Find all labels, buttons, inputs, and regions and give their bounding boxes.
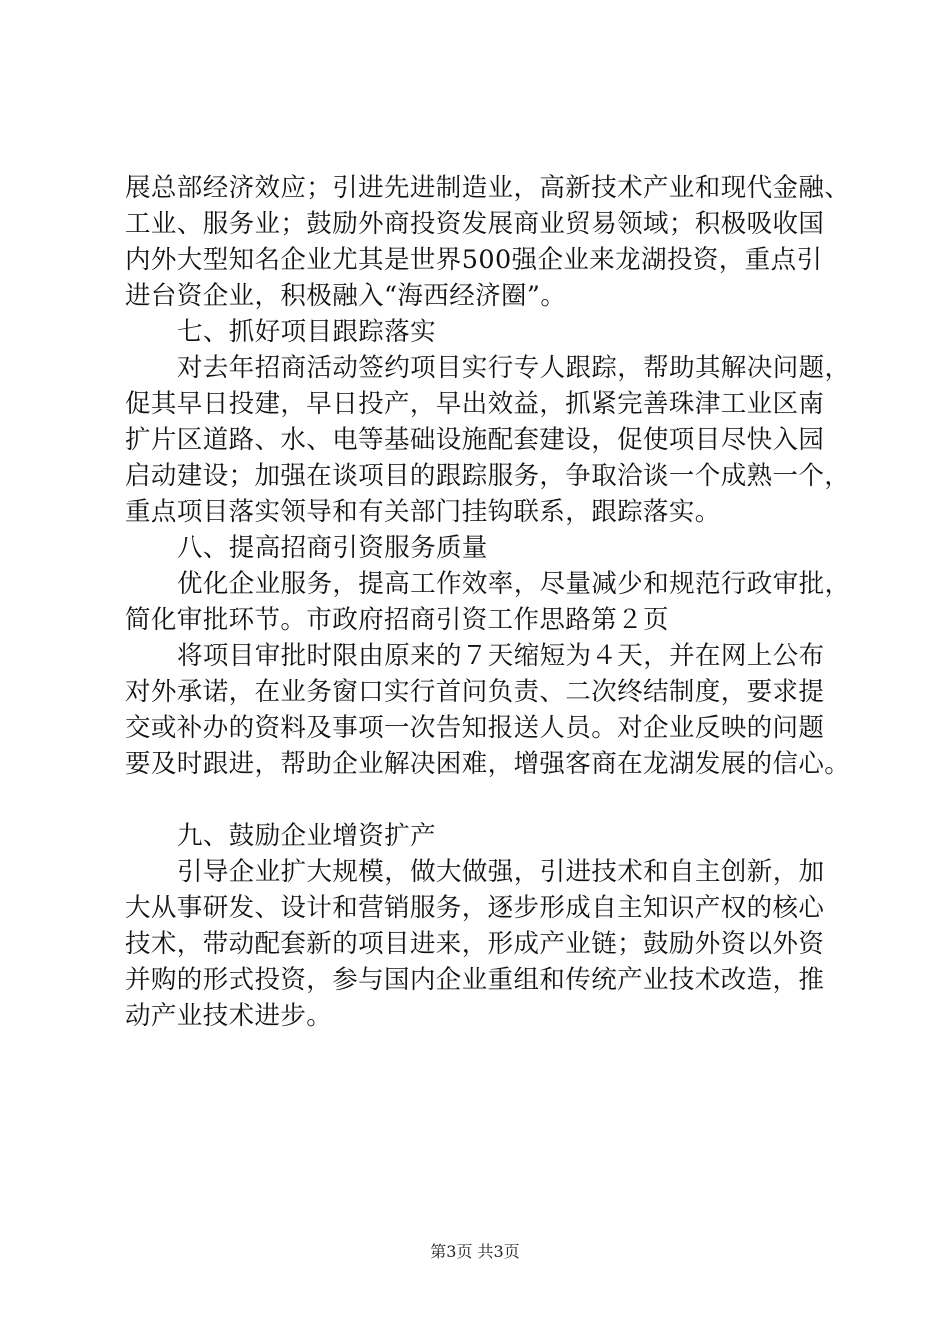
document-body — [125, 170, 851, 1034]
body-line: 促其早日投建，早日投产，早出效益，抓紧完善珠津工业区南 — [125, 389, 825, 419]
body-line: 交或补办的资料及事项一次告知报送人员。对企业反映的问题 — [125, 713, 825, 743]
body-line: 要及时跟进，帮助企业解决困难，增强客商在龙湖发展的信心。 — [125, 749, 851, 779]
body-line: 启动建设；加强在谈项目的跟踪服务，争取洽谈一个成熟一个， — [125, 461, 851, 491]
section-heading-7: 七、抓好项目跟踪落实 — [177, 317, 437, 347]
body-line: 工业、服务业；鼓励外商投资发展商业贸易领域；积极吸收国 — [125, 209, 825, 239]
body-line: 内外大型知名企业尤其是世界500强企业来龙湖投资，重点引 — [125, 245, 823, 275]
paragraph-start: 引导企业扩大规模，做大做强，引进技术和自主创新，加 — [177, 857, 825, 887]
paragraph-start: 优化企业服务，提高工作效率，尽量减少和规范行政审批， — [177, 569, 851, 599]
body-line: 进台资企业，积极融入“海西经济圈”。 — [125, 281, 567, 311]
body-line: 扩片区道路、水、电等基础设施配套建设，促使项目尽快入园 — [125, 425, 825, 455]
body-line: 重点项目落实领导和有关部门挂钩联系，跟踪落实。 — [125, 497, 721, 527]
body-line: 对外承诺，在业务窗口实行首问负责、二次终结制度，要求提 — [125, 677, 825, 707]
body-line: 展总部经济效应；引进先进制造业，高新技术产业和现代金融、 — [125, 173, 851, 203]
page-footer: 第3页 共3页 — [430, 1242, 520, 1261]
body-line: 技术，带动配套新的项目进来，形成产业链；鼓励外资以外资 — [125, 929, 825, 959]
body-line: 动产业技术进步。 — [125, 1001, 333, 1031]
paragraph-start: 对去年招商活动签约项目实行专人跟踪，帮助其解决问题， — [177, 353, 851, 383]
body-line: 并购的形式投资，参与国内企业重组和传统产业技术改造，推 — [125, 965, 825, 995]
blank-line — [125, 782, 835, 818]
paragraph-start: 将项目审批时限由原来的７天缩短为４天，并在网上公布 — [177, 641, 825, 671]
body-line: 简化审批环节。市政府招商引资工作思路第２页 — [125, 605, 669, 635]
section-heading-9: 九、鼓励企业增资扩产 — [177, 821, 437, 851]
body-line: 大从事研发、设计和营销服务，逐步形成自主知识产权的核心 — [125, 893, 825, 923]
section-heading-8: 八、提高招商引资服务质量 — [177, 533, 488, 563]
